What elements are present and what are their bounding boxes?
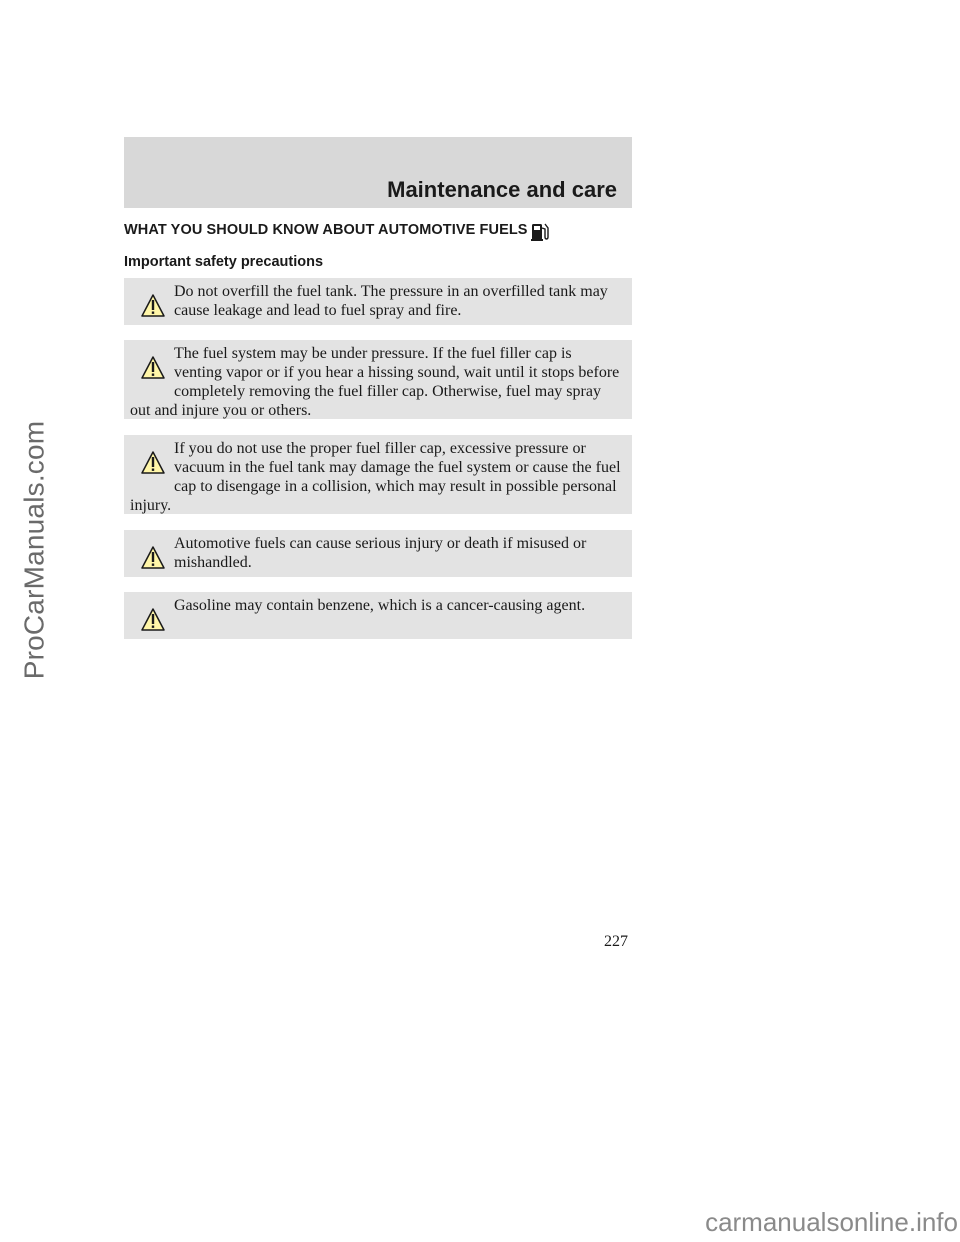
warning-box — [124, 435, 632, 514]
fuel-pump-icon — [531, 220, 549, 246]
page-number: 227 — [604, 933, 628, 950]
side-watermark — [14, 340, 54, 760]
warning-text: If you do not use the proper fuel filler cap, excessive pressure or vacuum in the fuel tank may damage the fuel system or cause the fuel cap to disengage in a collision, which may result in possible personal injury. — [130, 440, 621, 514]
warning-triangle-icon — [130, 285, 174, 325]
subheading: Important safety precautions — [124, 254, 324, 270]
section-title: Maintenance and care — [387, 177, 617, 202]
warning-text: Do not overfill the fuel tank. The pressure in an overfilled tank may cause leakage and lead to fuel spray and fire. — [174, 283, 608, 319]
section-header-band — [124, 137, 632, 208]
side-watermark-text: ProCarManuals.com — [18, 420, 50, 680]
warning-text: The fuel system may be under pressure. If the fuel filler cap is venting vapor or if you hear a hissing sound, wait until it stops before completely removing the fuel filler cap. Otherwise, fuel may spray out and injure you or others. — [130, 345, 620, 419]
warning-box — [124, 340, 632, 419]
warning-box — [124, 592, 632, 639]
warning-box — [124, 278, 632, 325]
warning-text: Automotive fuels can cause serious injury or death if misused or mishandled. — [174, 535, 587, 571]
warning-triangle-icon — [130, 599, 174, 639]
warning-triangle-icon — [130, 347, 174, 387]
warning-triangle-icon — [130, 537, 174, 577]
warning-text: Gasoline may contain benzene, which is a cancer-causing agent. — [174, 597, 586, 614]
footer-watermark: carmanualsonline.info — [705, 1207, 958, 1237]
warning-triangle-icon — [130, 442, 174, 482]
main-heading — [124, 222, 549, 246]
main-heading-text: WHAT YOU SHOULD KNOW ABOUT AUTOMOTIVE FUELS — [124, 222, 528, 238]
warning-box — [124, 530, 632, 577]
